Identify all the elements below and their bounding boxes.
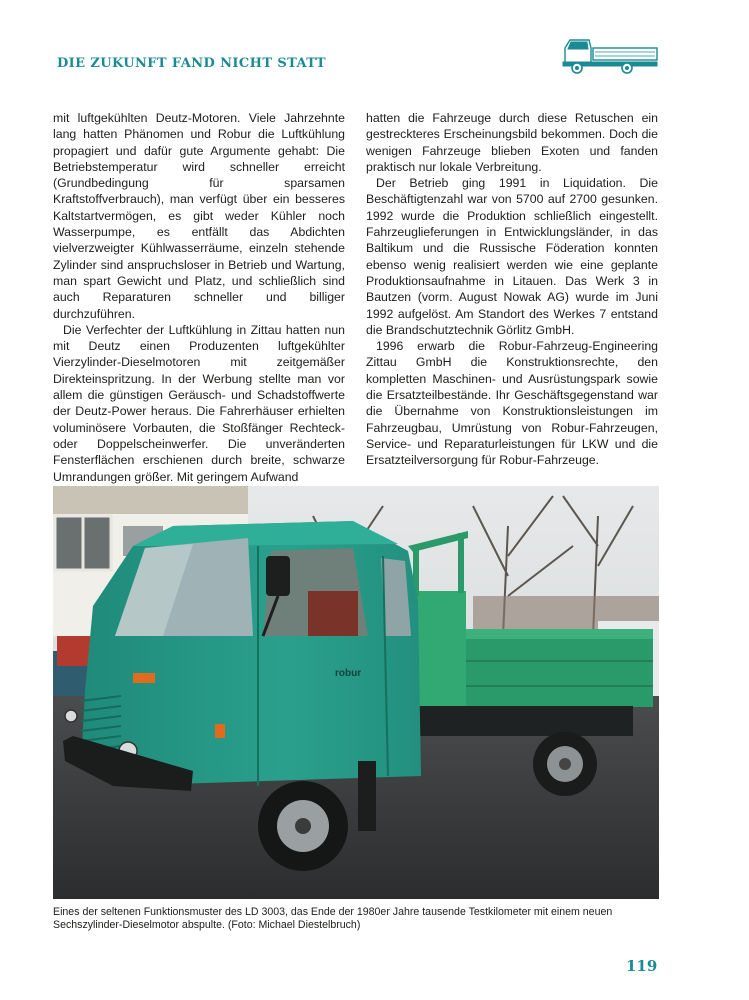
truck-photo: [53, 486, 659, 899]
photo-caption: Eines der seltenen Funktionsmuster des LD 3003, das Ende der 1980er Jahre tausende Testkilometer mit einem neuen Sechszylinder-Dieselmotor abspulte. (Foto: Michael Diestelbruch): [53, 906, 613, 931]
robur-badge: robur: [335, 668, 362, 679]
paragraph: Der Betrieb ging 1991 in Liquidation. Die Beschäftigtenzahl war von 5700 auf 2700 gesunken. 1992 wurde die Produktion schließlich eingestellt. Fahrzeuglieferungen in Entwicklungsländer, in das Baltikum und die Russische Föderation konnten ebenso wenig realisiert werden wie eine geplante Produktionsaufnahme in Litauen. Das Werk 3 in Bautzen (vorm. August Nowak AG) wurde im Juni 1992 aufgelöst. Am Standort des Werkes 7 entstand die Brandschutztechnik Görlitz GmbH.: [366, 176, 658, 337]
text-column-right: [366, 110, 658, 469]
paragraph: mit luftgekühlten Deutz-Motoren. Viele Jahrzehnte lang hatten Phänomen und Robur die Luftkühlung propagiert und dafür gute Argumente gehabt: Die Betriebstemperatur wird schneller erreicht (Grundbedingung für sparsamen Kraftstoffverbrauch), man verfügt über ein besseres Kaltstartvermögen, es gibt weder Kühler noch Wasserpumpe, es entfällt das Abdichten vielverzweigter Kühlwasserräume, einzeln stehende Zylinder sind anspruchsloser in Betrieb und Wartung, man spart Gewicht und Platz, und schließlich sind auch Reparaturen schneller und billiger durchzuführen.: [53, 111, 345, 321]
paragraph: 1996 erwarb die Robur-Fahrzeug-Engineering Zittau GmbH die Konstruktionsrechte, den kompletten Maschinen- und Ausrüstungspark sowie die Ersatzteilbestände. Ihr Geschäftsgegenstand war die Übernahme von Konstruktionsleistungen im Fahrzeugbau, Umrüstung von Robur-Fahrzeugen, Service- und Reparaturleistungen für LKW und die Ersatzteilversorgung für Robur-Fahrzeuge.: [366, 339, 658, 468]
page-number: 119: [626, 957, 658, 975]
truck-icon: [561, 34, 661, 76]
running-header-title: DIE ZUKUNFT FAND NICHT STATT: [57, 56, 326, 71]
text-column-left: [53, 110, 345, 485]
paragraph: hatten die Fahrzeuge durch diese Retuschen ein gestreckteres Erscheinungsbild bekommen. Doch die wenigen Fahrzeuge blieben Exoten und fanden praktisch nur lokale Verbreitung.: [366, 111, 658, 174]
paragraph: Die Verfechter der Luftkühlung in Zittau hatten nun mit Deutz einen Produzenten luftgekühlter Vierzylinder-Dieselmotoren mit zeitgemäßer Direkteinspritzung. In der Werbung stellte man vor allem die günstigen Geräusch- und Schadstoffwerte der Deutz-Power heraus. Die Fahrerhäuser erhielten voluminösere Vorbauten, die Stoßfänger Rechteck- oder Doppelscheinwerfer. Die unveränderten Fensterflächen erschienen durch breite, schwarze Umrandungen größer. Mit geringem Aufwand: [53, 322, 345, 484]
